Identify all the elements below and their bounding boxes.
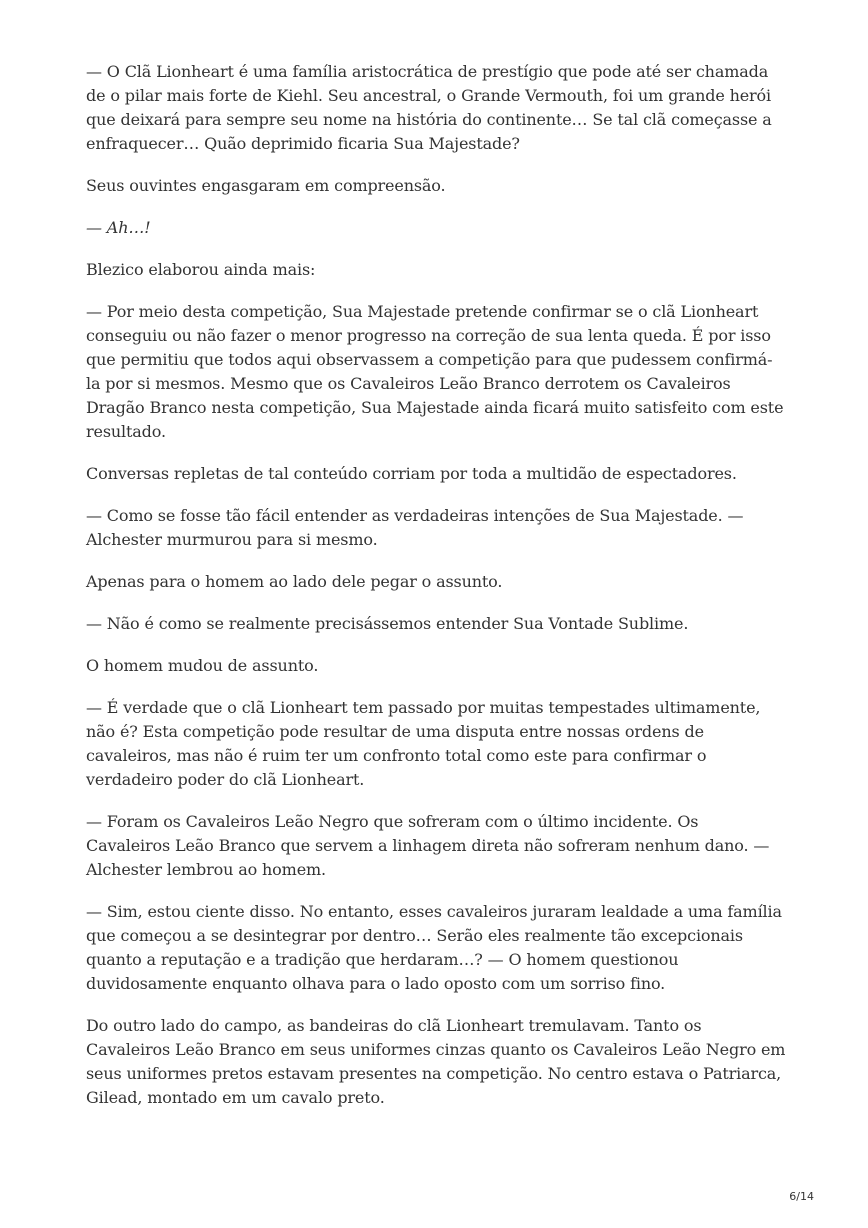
paragraph: O homem mudou de assunto.	[86, 656, 319, 675]
document-body	[86, 60, 786, 1128]
page-number: 6/14	[789, 1190, 814, 1203]
paragraph: Do outro lado do campo, as bandeiras do clã Lionheart tremulavam. Tanto os Cavaleiros Leão Branco em seus uniformes cinzas quanto os Cavaleiros Leão Negro em seus uniformes pretos estavam presentes na competição. No centro estava o Patriarca, Gilead, montado em um cavalo preto.	[86, 1016, 786, 1107]
paragraph: Seus ouvintes engasgaram em compreensão.	[86, 176, 446, 195]
paragraph: — Sim, estou ciente disso. No entanto, esses cavaleiros juraram lealdade a uma família que começou a se desintegrar por dentro… Serão eles realmente tão excepcionais quanto a reputação e a tradição que herdaram…? — O homem questionou duvidosamente enquanto olhava para o lado oposto com um sorriso fino.	[86, 902, 782, 993]
paragraph: Blezico elaborou ainda mais:	[86, 260, 316, 279]
paragraph: Conversas repletas de tal conteúdo corriam por toda a multidão de espectadores.	[86, 464, 737, 483]
paragraph: — Não é como se realmente precisássemos entender Sua Vontade Sublime.	[86, 614, 689, 633]
paragraph: — Como se fosse tão fácil entender as verdadeiras intenções de Sua Majestade. — Alchester murmurou para si mesmo.	[86, 506, 744, 549]
paragraph: — Por meio desta competição, Sua Majestade pretende confirmar se o clã Lionheart conseguiu ou não fazer o menor progresso na correção de sua lenta queda. É por isso que permitiu que todos aqui observassem a competição para que pudessem confirmá-la por si mesmos. Mesmo que os Cavaleiros Leão Branco derrotem os Cavaleiros Dragão Branco nesta competição, Sua Majestade ainda ficará muito satisfeito com este resultado.	[86, 302, 784, 441]
paragraph: — É verdade que o clã Lionheart tem passado por muitas tempestades ultimamente, não é? Esta competição pode resultar de uma disputa entre nossas ordens de cavaleiros, mas não é ruim ter um confronto total como este para confirmar o verdadeiro poder do clã Lionheart.	[86, 698, 761, 789]
paragraph: — O Clã Lionheart é uma família aristocrática de prestígio que pode até ser chamada de o pilar mais forte de Kiehl. Seu ancestral, o Grande Vermouth, foi um grande herói que deixará para sempre seu nome na história do continente… Se tal clã começasse a enfraquecer… Quão deprimido ficaria Sua Majestade?	[86, 62, 772, 153]
paragraph: Apenas para o homem ao lado dele pegar o assunto.	[86, 572, 503, 591]
paragraph: — Foram os Cavaleiros Leão Negro que sofreram com o último incidente. Os Cavaleiros Leão Branco que servem a linhagem direta não sofreram nenhum dano. — Alchester lembrou ao homem.	[86, 812, 770, 879]
paragraph: — Ah…!	[86, 218, 151, 237]
